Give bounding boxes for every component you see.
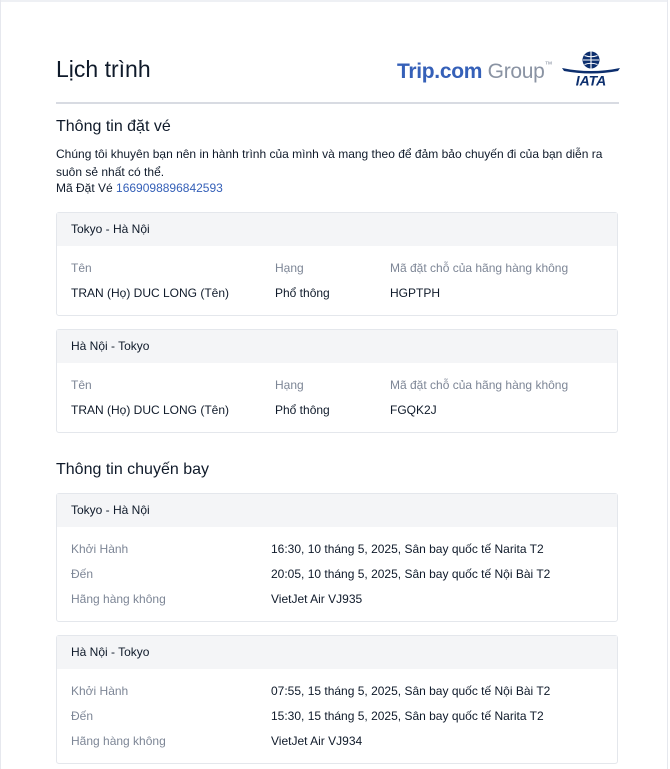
top-border <box>1 0 667 2</box>
arrival-value: 15:30, 15 tháng 5, 2025, Sân bay quốc tế Narita T2 <box>271 709 544 723</box>
passenger-card <box>56 329 618 433</box>
airline-value: VietJet Air VJ934 <box>271 734 363 748</box>
booking-code-label: Mã Đặt Vé <box>56 181 117 195</box>
name-label: Tên <box>71 378 92 392</box>
airline-pnr-label: Mã đặt chỗ của hãng hàng không <box>390 378 569 392</box>
airline-pnr: FGQK2J <box>390 403 437 417</box>
flight-card <box>56 493 618 622</box>
arrival-value: 20:05, 10 tháng 5, 2025, Sân bay quốc tế Nội Bài T2 <box>271 567 551 581</box>
passenger-name: TRAN (Họ) DUC LONG (Tên) <box>71 286 230 300</box>
airline-label: Hãng hàng không <box>71 592 166 606</box>
page-title: Lịch trình <box>56 56 151 82</box>
airline-pnr-label: Mã đặt chỗ của hãng hàng không <box>390 261 569 275</box>
flight-section-title: Thông tin chuyến bay <box>56 461 209 478</box>
booking-section-title: Thông tin đặt vé <box>56 118 171 135</box>
airline-pnr: HGPTPH <box>390 286 441 300</box>
arrival-label: Đến <box>71 709 94 723</box>
departure-label: Khởi Hành <box>71 684 129 698</box>
svg-text:IATA: IATA <box>575 72 607 88</box>
airline-value: VietJet Air VJ935 <box>271 592 363 606</box>
name-label: Tên <box>71 261 92 275</box>
logo-group-text: Group <box>482 60 545 83</box>
card-route: Tokyo - Hà Nội <box>57 213 617 246</box>
departure-value: 16:30, 10 tháng 5, 2025, Sân bay quốc tế Narita T2 <box>271 542 544 556</box>
logo-trip-text: Trip.com <box>397 60 483 83</box>
departure-label: Khởi Hành <box>71 542 129 556</box>
airline-label: Hãng hàng không <box>71 734 166 748</box>
card-route: Tokyo - Hà Nội <box>57 494 617 527</box>
logo-tm: ™ <box>544 60 553 69</box>
departure-value: 07:55, 15 tháng 5, 2025, Sân bay quốc tế Nội Bài T2 <box>271 684 551 698</box>
passenger-name: TRAN (Họ) DUC LONG (Tên) <box>71 403 230 417</box>
cabin-class: Phổ thông <box>275 403 330 417</box>
booking-code-value: 1669098896842593 <box>116 181 223 195</box>
flight-card <box>56 635 618 764</box>
cabin-class: Phổ thông <box>275 286 330 300</box>
class-label: Hạng <box>275 378 304 392</box>
header <box>56 52 619 102</box>
class-label: Hạng <box>275 261 304 275</box>
tripcom-group-logo <box>397 60 552 84</box>
passenger-card <box>56 212 618 316</box>
card-route: Hà Nội - Tokyo <box>57 330 617 363</box>
header-divider <box>56 102 619 104</box>
iata-logo-icon <box>561 50 621 88</box>
booking-code-line <box>56 181 223 195</box>
print-advice-text: Chúng tôi khuyên bạn nên in hành trình của mình và mang theo để đảm bảo chuyến đi của bạn diễn ra suôn sẻ nhất có thể. <box>56 147 603 179</box>
arrival-label: Đến <box>71 567 94 581</box>
card-route: Hà Nội - Tokyo <box>57 636 617 669</box>
